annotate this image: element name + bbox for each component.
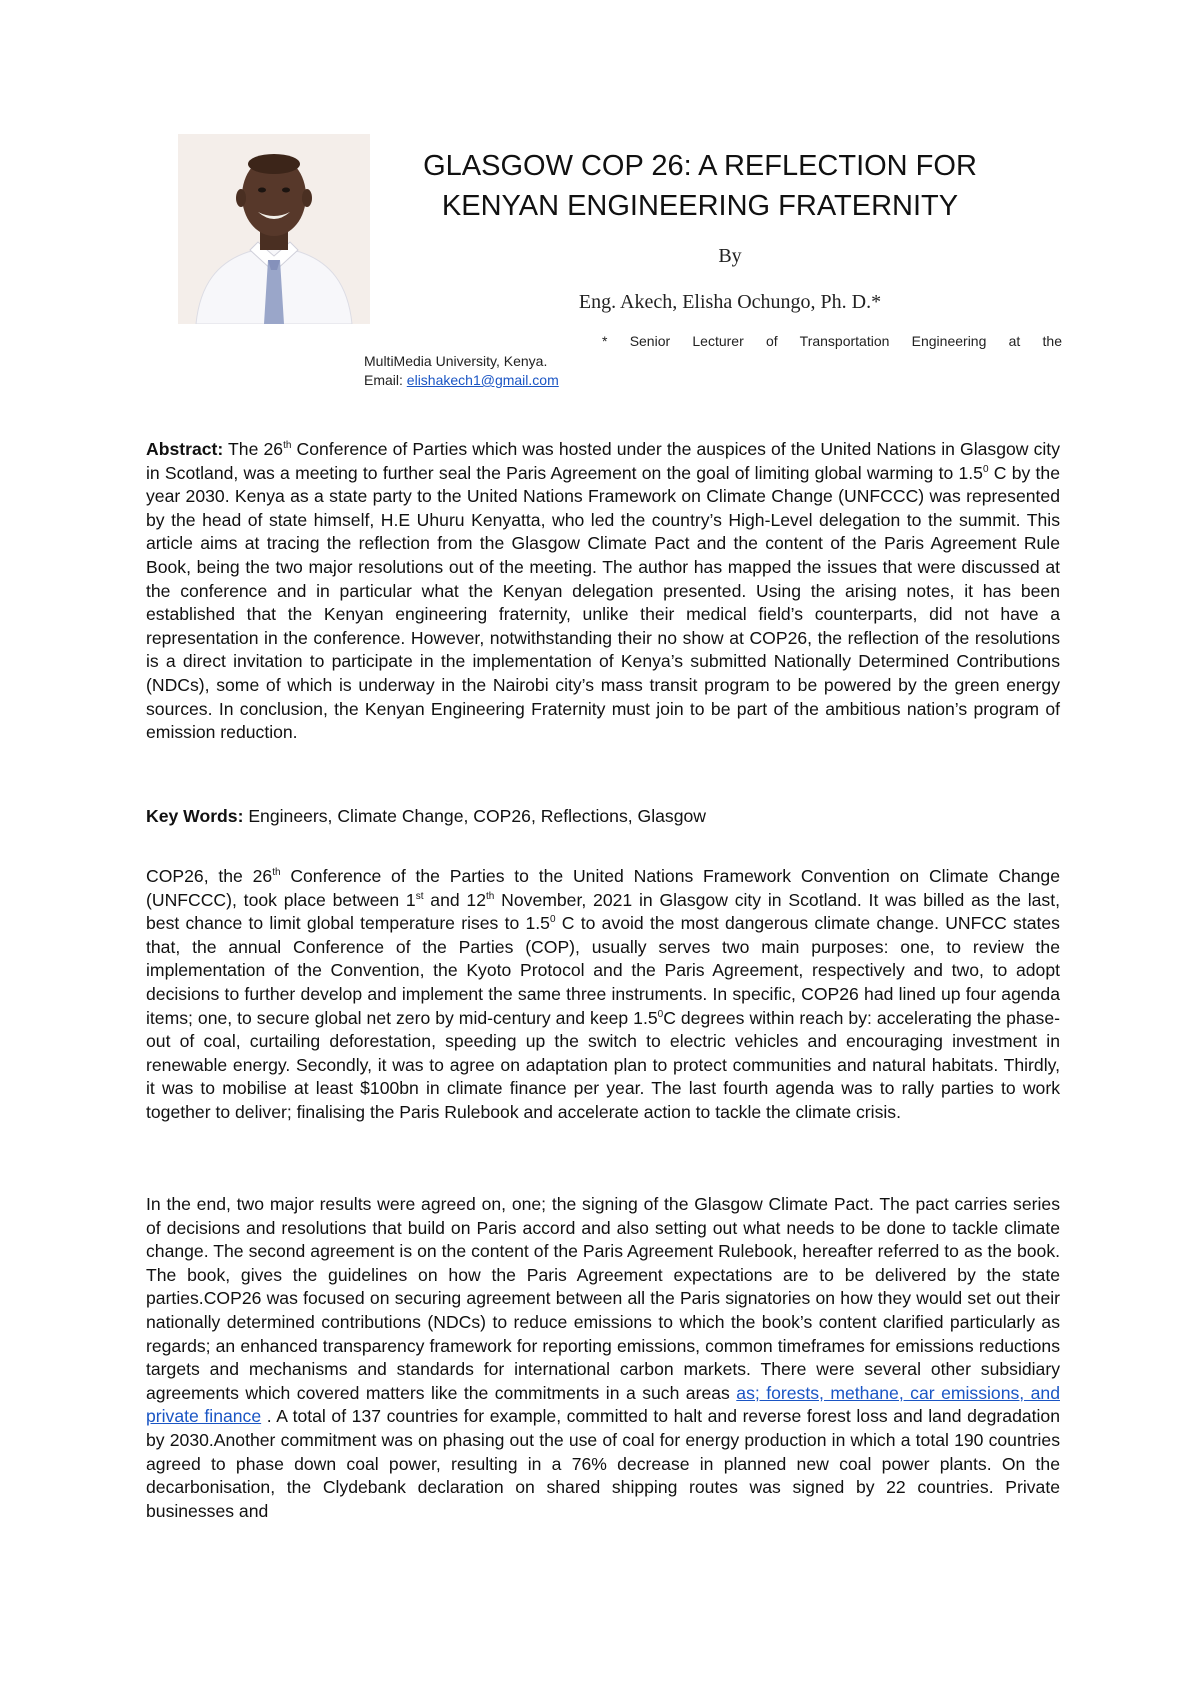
body-text: and 12 — [423, 889, 487, 910]
abstract-paragraph — [146, 438, 1060, 745]
body-text: Conference of the Parties to the United Nations Framework Convention on Climate Change (UNFCCC), took place between 1 — [146, 866, 1061, 910]
superscript: th — [486, 890, 495, 902]
keywords-label: Key Words: — [146, 806, 244, 826]
article-title — [370, 146, 1030, 226]
superscript: th — [283, 440, 292, 451]
email-link[interactable]: elishakech1@gmail.com — [406, 372, 559, 388]
superscript: 0 — [982, 463, 989, 475]
body-text: C to avoid the most dangerous climate change. UNFCC states that, the annual Conference of the Parties (COP), usually serves two main purposes: one, to review the implementation of the Convention, the Kyoto Protocol and the Paris Agreement, respectively and two, to adopt decisions to further develop and implement the same three instruments. In specific, COP26 had lined up four agenda items; one, to secure global net zero by mid-century and keep 1.5 — [146, 913, 1060, 1028]
body-text: COP26, the 26 — [146, 866, 273, 886]
superscript: th — [272, 867, 281, 878]
author-name: Eng. Akech, Elisha Ochungo, Ph. D.* — [578, 291, 882, 313]
body-text: C degrees within reach by: accelerating the phase-out of coal, curtailing deforestation, speeding up the switch to electric vehicles and encouraging investment in renewable energy. Secondly, it was to agree on adaptation plan to protect communities and natural habitats. Thirdly, it was to mobilise at least $100bn in climate finance per year. The last fourth agenda was to rally parties to work together to deliver; finalising the Paris Rulebook and accelerate action to tackle the climate crisis. — [146, 1007, 1060, 1122]
body-text: . A total of 137 countries for example, committed to halt and reverse forest loss and land degradation by 2030.Another commitment was on phasing out the use of coal for energy production in which a total 190 countries agreed to phase down coal power, resulting in a 76% decrease in planned new coal power plants. On the decarbonisation, the Clydebank declaration on shared shipping routes was signed by 22 countries. Private businesses and — [146, 1406, 1060, 1521]
keywords-text: Engineers, Climate Change, COP26, Reflections, Glasgow — [243, 806, 706, 826]
abstract-text: The 26 — [223, 439, 284, 459]
body-paragraph-1 — [146, 865, 1060, 1125]
byline: By — [718, 245, 742, 267]
affiliation-line-1: * Senior Lecturer of Transportation Engineering at the — [602, 333, 1062, 349]
affiliation-line-2: MultiMedia University, Kenya. — [364, 353, 548, 369]
email-line — [364, 372, 559, 388]
keywords-line — [146, 805, 1060, 829]
abstract-text: Conference of Parties which was hosted under the auspices of the United Nations in Glasgow city in Scotland, was a meeting to further seal the Paris Agreement on the goal of limiting global warming to 1.5 — [146, 439, 1060, 483]
superscript: st — [415, 890, 424, 902]
body-text: In the end, two major results were agreed on, one; the signing of the Glasgow Climate Pact. The pact carries series of decisions and resolutions that build on Paris accord and also setting out what needs to be done to tackle climate change. The second agreement is on the content of the Paris Agreement Rulebook, hereafter referred to as the book. The book, gives the guidelines on how the Paris Agreement expectations are to be delivered by the state parties.COP26 was focused on securing agreement between all the Paris signatories on how they would set out their nationally determined contributions (NDCs) to reduce emissions to which the book’s content clarified particularly as regards; an enhanced transparency framework for reporting emissions, common timeframes for emissions reductions targets and mechanisms and standards for international carbon markets. There were several other subsidiary agreements which covered matters like the commitments in a such areas — [146, 1194, 1060, 1403]
email-label: Email: — [364, 372, 407, 388]
title-line-2: KENYAN ENGINEERING FRATERNITY — [441, 190, 959, 222]
title-line-1: GLASGOW COP 26: A REFLECTION FOR — [423, 150, 977, 182]
superscript: 0 — [549, 914, 556, 926]
body-text: November, 2021 in Glasgow city in Scotland. It was billed as the last, best chance to limit global temperature rises to 1.5 — [146, 889, 1060, 934]
abstract-label: Abstract: — [146, 439, 224, 459]
commitments-link[interactable]: as; forests, methane, car emissions, and private finance — [146, 1382, 1060, 1427]
superscript: 0 — [657, 1008, 664, 1020]
author-portrait-image — [178, 134, 370, 324]
author-photo — [178, 134, 370, 324]
body-paragraph-2 — [146, 1193, 1060, 1523]
abstract-text: C by the year 2030. Kenya as a state party to the United Nations Framework on Climate Change (UNFCCC) was represented by the head of state himself, H.E Uhuru Kenyatta, who led the country’s High-Level delegation to the summit. This article aims at tracing the reflection from the Glasgow Climate Pact and the content of the Paris Agreement Rule Book, being the two major resolutions out of the meeting. The author has mapped the issues that were discussed at the conference and in particular what the Kenyan delegation presented. Using the arising notes, it has been established that the Kenyan engineering fraternity, unlike their medical field’s counterparts, did not have a representation in the conference. However, notwithstanding their no show at COP26, the reflection of the resolutions is a direct invitation to participate in the implementation of Kenya’s submitted Nationally Determined Contributions (NDCs), some of which is underway in the Nairobi city’s mass transit program to be powered by the green energy sources. In conclusion, the Kenyan Engineering Fraternity must join to be part of the ambitious nation’s program of emission reduction. — [146, 462, 1060, 743]
